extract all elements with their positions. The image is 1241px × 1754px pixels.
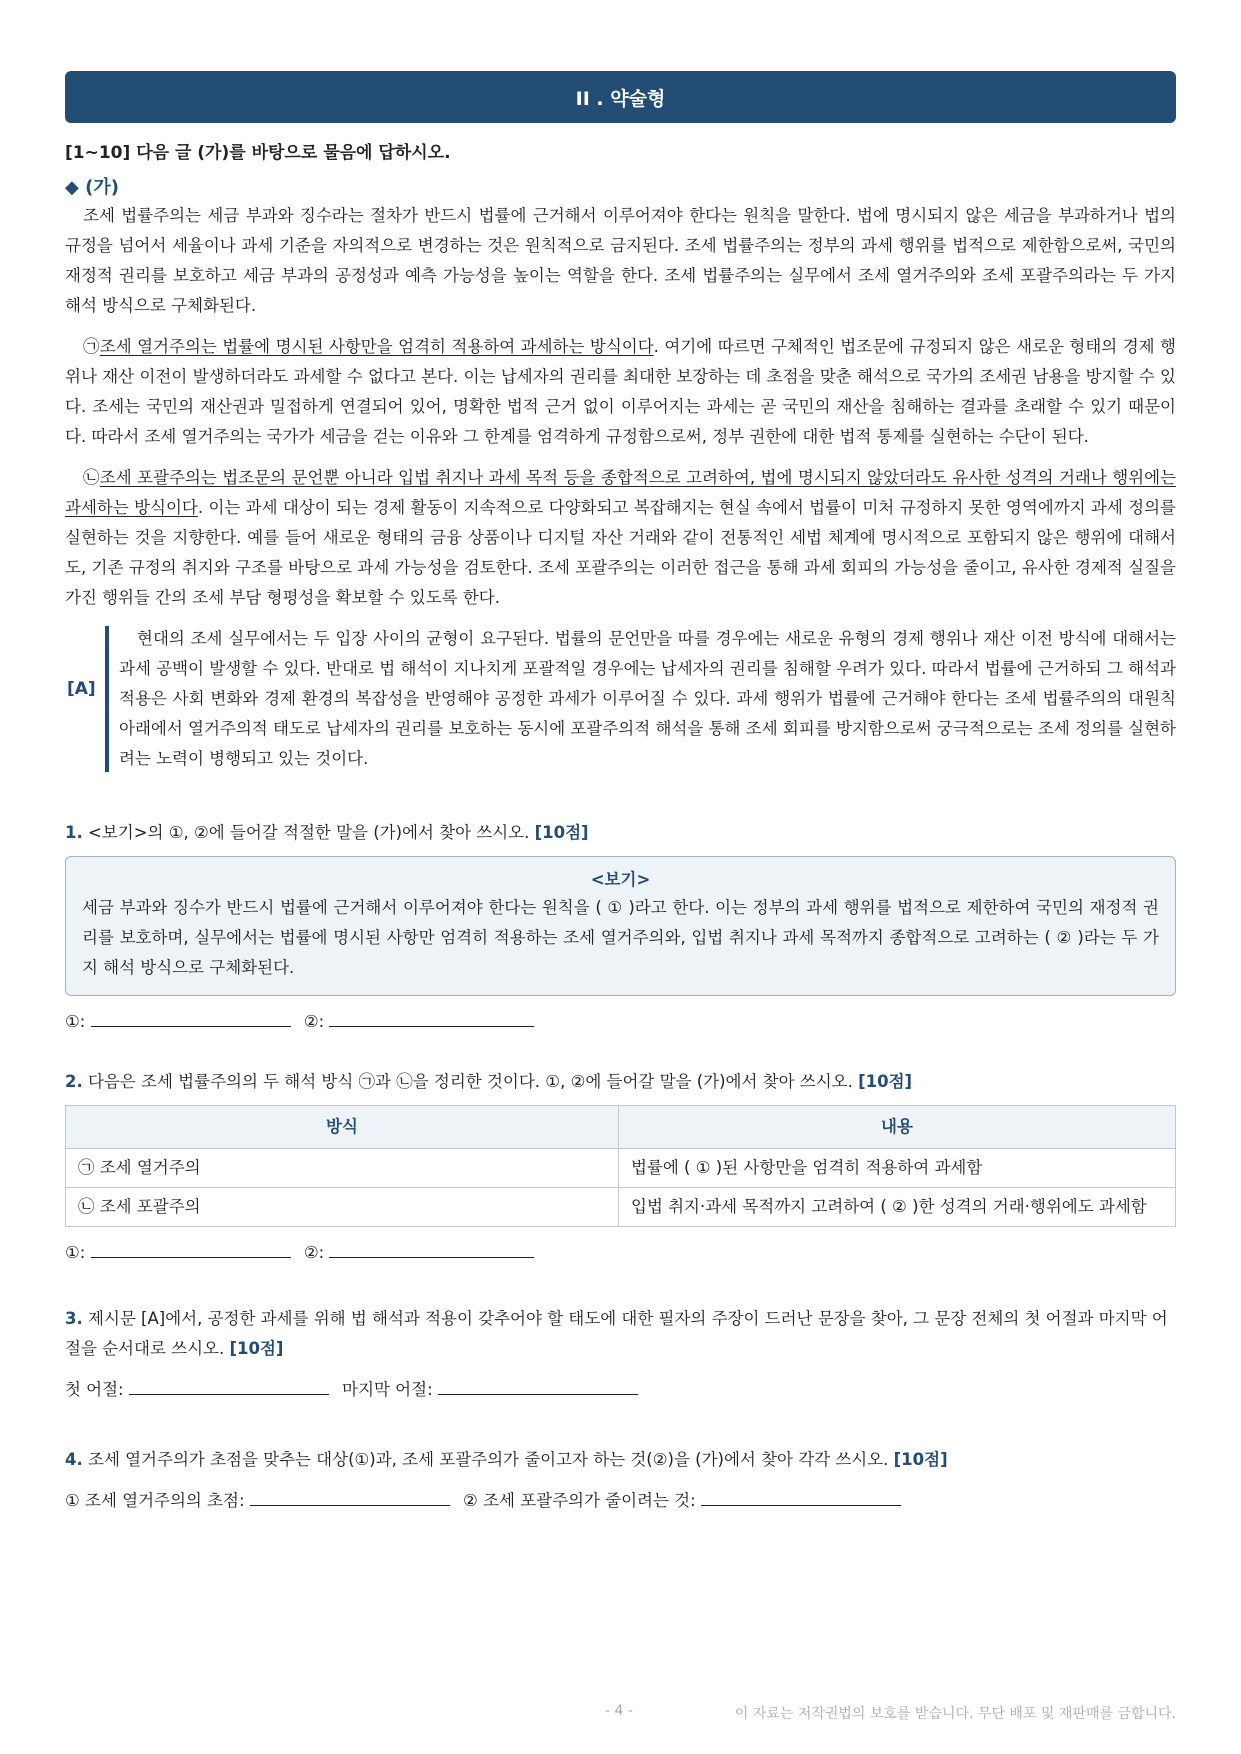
q2-answer-2-blank[interactable] [329, 1237, 534, 1258]
table-row [66, 1149, 1176, 1188]
table-header-content: 내용 [619, 1106, 1176, 1149]
underlined-claim-1: 조세 열거주의는 법률에 명시된 사항만을 엄격히 적용하여 과세하는 방식이다 [99, 337, 654, 356]
q1-answer-2-blank[interactable] [329, 1006, 534, 1027]
section-a-label: [A] [67, 679, 96, 699]
table-cell-method: ㉠ 조세 열거주의 [66, 1149, 619, 1188]
bogi-title: <보기> [590, 870, 651, 889]
paragraph-2-rest: . 여기에 따르면 구체적인 법조문에 규정되지 않은 새로운 형태의 경제 행위나 재산 이전이 발생하더라도 과세할 수 없다고 본다. 이는 납세자의 권리를 최대한 보장하는 데 초점을 맞춘 해석으로 국가의 조세권 남용을 방지할 수 있다. 조세는 국민의 재산권과 밀접하게 연결되어 있어, 명확한 법적 근거 없이 이루어지는 과세는 곧 국민의 재산을 침해하는 결과를 초래할 수 있기 때문이다. 따라서 조세 열거주의는 국가가 세금을 걷는 이유와 그 한계를 엄격하게 규정함으로써, 정부 권한에 대한 법적 통제를 실현하는 수단이 된다. [65, 337, 1176, 446]
passage-label: ◆ (가) [65, 177, 119, 198]
section-a-block [65, 624, 1176, 774]
question-2-points: [10점] [858, 1072, 913, 1091]
question-4-answers [65, 1485, 1176, 1516]
underlined-claim-2: 조세 포괄주의는 법조문의 문언뿐 아니라 입법 취지나 과세 목적 등을 종합적으로 고려하여, 법에 명시되지 않았더라도 유사한 성격의 거래나 행위에는 과세하는 방식이다 [65, 468, 1177, 517]
question-4-text: 조세 열거주의가 초점을 맞추는 대상(①)과, 조세 포괄주의가 줄이고자 하는 것(②)을 (가)에서 찾아 각각 쓰시오. [88, 1450, 889, 1469]
table-header-method: 방식 [66, 1106, 619, 1149]
question-1 [65, 818, 1176, 848]
q4-answer-2-blank[interactable] [701, 1485, 901, 1506]
question-3-points: [10점] [229, 1339, 284, 1358]
q4-answer-1-label: ① 조세 열거주의의 초점: [65, 1491, 245, 1510]
table-row [66, 1188, 1176, 1227]
q1-answer-1-blank[interactable] [91, 1006, 291, 1027]
question-3-answers [65, 1374, 1176, 1405]
table-cell-content: 법률에 ( ① )된 사항만을 엄격히 적용하여 과세함 [619, 1149, 1176, 1188]
exam-page [65, 71, 1176, 1516]
q4-answer-2-label: ② 조세 포괄주의가 줄이려는 것: [463, 1491, 696, 1510]
section-title: II . 약술형 [575, 87, 666, 110]
bogi-text: 세금 부과와 징수가 반드시 법률에 근거해서 이루어져야 한다는 원칙을 ( ① )라고 한다. 이는 정부의 과세 행위를 법적으로 제한하여 국민의 재정적 권리를 보호하며, 실무에서는 법률에 명시된 사항만 엄격히 적용하는 조세 열거주의와, 입법 취지나 과세 목적까지 종합적으로 고려하는 ( ② )라는 두 가지 해석 방식으로 구체화된다. [82, 898, 1159, 977]
bogi-box [65, 856, 1176, 996]
question-1-text: <보기>의 ①, ②에 들어갈 적절한 말을 (가)에서 찾아 쓰시오. [88, 823, 530, 842]
question-4-points: [10점] [893, 1450, 948, 1469]
q4-answer-1-blank[interactable] [250, 1485, 450, 1506]
table-header-row [66, 1106, 1176, 1149]
q3-answer-2-blank[interactable] [438, 1374, 638, 1395]
copyright-notice: 이 자료는 저작권법의 보호를 받습니다. 무단 배포 및 재판매를 금합니다. [734, 1706, 1176, 1722]
question-1-answers [65, 1006, 1176, 1037]
q2-answer-2-label: ②: [303, 1243, 325, 1262]
question-4 [65, 1445, 1176, 1475]
section-banner [65, 71, 1176, 123]
method-table [65, 1105, 1176, 1227]
table-cell-content: 입법 취지·과세 목적까지 고려하여 ( ② )한 성격의 거래·행위에도 과세함 [619, 1188, 1176, 1227]
question-4-number: 4. [65, 1450, 83, 1469]
table-cell-method: ㉡ 조세 포괄주의 [66, 1188, 619, 1227]
question-1-number: 1. [65, 823, 83, 842]
paragraph-3-rest: . 이는 과세 대상이 되는 경제 활동이 지속적으로 다양화되고 복잡해지는 현실 속에서 법률이 미처 규정하지 못한 영역에까지 과세 정의를 실현하는 것을 지향한다. 예를 들어 새로운 형태의 금융 상품이나 디지털 자산 거래와 같이 전통적인 세법 체계에 명시적으로 포함되지 않은 행위에 대해서도, 기존 규정의 취지와 구조를 바탕으로 과세 가능성을 검토한다. 조세 포괄주의는 이러한 접근을 통해 과세 회피의 가능성을 줄이고, 유사한 경제적 실질을 가진 행위들 간의 조세 부담 형평성을 확보할 수 있도록 한다. [65, 498, 1176, 607]
question-3-text: 제시문 [A]에서, 공정한 과세를 위해 법 해석과 적용이 갖추어야 할 태도에 대한 필자의 주장이 드러난 문장을 찾아, 그 문장 전체의 첫 어절과 마지막 어절을 순서대로 쓰시오. [65, 1309, 1168, 1358]
page-number: - 4 - [605, 1703, 633, 1719]
q2-answer-1-blank[interactable] [91, 1237, 291, 1258]
instruction: [1~10] 다음 글 (가)를 바탕으로 물음에 답하시오. [65, 143, 451, 163]
question-2 [65, 1067, 1176, 1097]
question-2-text: 다음은 조세 법률주의의 두 해석 방식 ㉠과 ㉡을 정리한 것이다. ①, ②에 들어갈 말을 (가)에서 찾아 쓰시오. [88, 1072, 853, 1091]
q3-answer-1-blank[interactable] [129, 1374, 329, 1395]
passage-paragraph-2 [65, 332, 1176, 452]
mark-nieun: ㉡ [83, 468, 100, 487]
q1-answer-1-label: ①: [65, 1012, 86, 1031]
question-2-number: 2. [65, 1072, 83, 1091]
q1-answer-2-label: ②: [303, 1012, 325, 1031]
section-a-bar [105, 626, 109, 772]
question-1-points: [10점] [534, 823, 589, 842]
passage-paragraph-3 [65, 463, 1176, 613]
passage-paragraph-1: 조세 법률주의는 세금 부과와 징수라는 절차가 반드시 법률에 근거해서 이루어져야 한다는 원칙을 말한다. 법에 명시되지 않은 세금을 부과하거나 법의 규정을 넘어서 세율이나 과세 기준을 자의적으로 변경하는 것은 원칙적으로 금지된다. 조세 법률주의는 정부의 과세 행위를 법적으로 제한함으로써, 국민의 재정적 권리를 보호하고 세금 부과의 공정성과 예측 가능성을 높이는 역할을 한다. 조세 법률주의는 실무에서 조세 열거주의와 조세 포괄주의라는 두 가지 해석 방식으로 구체화된다. [65, 206, 1176, 315]
q2-answer-1-label: ①: [65, 1243, 86, 1262]
question-2-answers [65, 1237, 1176, 1268]
q3-answer-1-label: 첫 어절: [65, 1380, 124, 1399]
question-3-number: 3. [65, 1309, 83, 1328]
q3-answer-2-label: 마지막 어절: [342, 1380, 433, 1399]
section-a-text: 현대의 조세 실무에서는 두 입장 사이의 균형이 요구된다. 법률의 문언만을 따를 경우에는 새로운 유형의 경제 행위나 재산 이전 방식에 대해서는 과세 공백이 발생할 수 있다. 반대로 법 해석이 지나치게 포괄적일 경우에는 납세자의 권리를 침해할 우려가 있다. 따라서 법률에 근거하되 그 해석과 적용은 사회 변화와 경제 환경의 복잡성을 반영해야 공정한 과세가 이루어질 수 있다. 과세 행위가 법률에 근거해야 한다는 조세 법률주의의 대원칙 아래에서 열거주의적 태도로 납세자의 권리를 보호하는 동시에 포괄주의적 해석을 통해 조세 회피를 방지함으로써 궁극적으로는 조세 정의를 실현하려는 노력이 병행되고 있는 것이다. [119, 629, 1176, 768]
mark-giyeok: ㉠ [83, 337, 100, 356]
question-3 [65, 1304, 1176, 1364]
